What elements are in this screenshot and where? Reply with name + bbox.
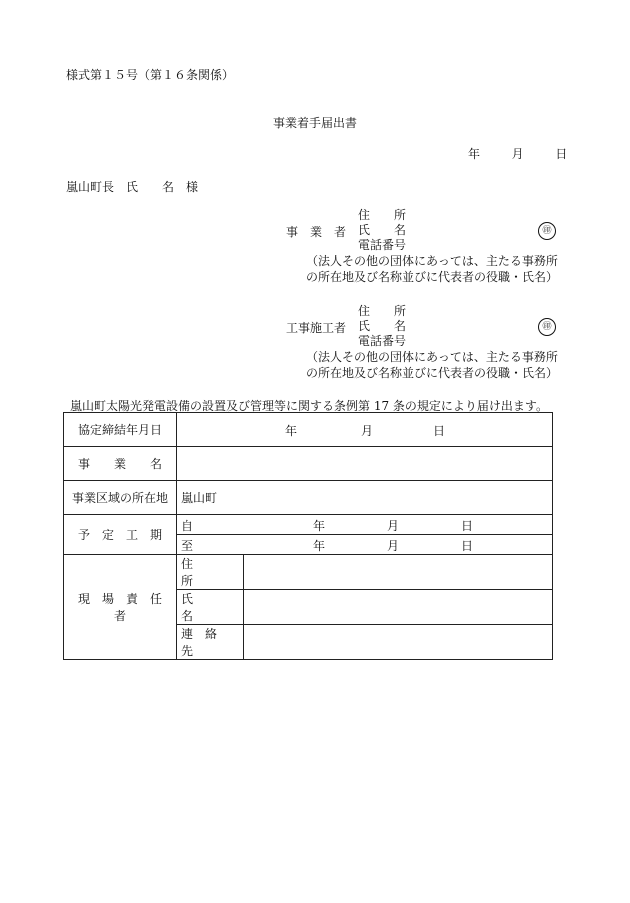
business-operator-fields — [358, 208, 406, 253]
manager-address-field[interactable] — [244, 555, 553, 590]
table-row — [64, 555, 553, 590]
form-number: 様式第１５号（第１６条関係） — [66, 68, 235, 82]
business-name-label: 事 業 名 — [64, 447, 177, 481]
address-label: 住 所 — [358, 208, 407, 222]
note-line: の所在地及び名称並びに代表者の役職・氏名） — [306, 366, 559, 380]
phone-label: 電話番号 — [358, 238, 407, 252]
phone-label: 電話番号 — [358, 334, 407, 348]
date-year: 年 — [468, 147, 481, 161]
manager-contact-label: 連 絡 先 — [177, 625, 244, 660]
contractor-note — [306, 349, 558, 381]
agreement-date-label: 協定締結年月日 — [64, 413, 177, 447]
location-field[interactable]: 嵐山町 — [177, 481, 553, 515]
table-row — [64, 413, 553, 447]
table-row — [64, 481, 553, 515]
table-row — [64, 515, 553, 535]
address-label: 住 所 — [358, 304, 407, 318]
contractor-label: 工事施工者 — [286, 321, 347, 335]
location-label: 事業区域の所在地 — [64, 481, 177, 515]
date-day: 日 — [555, 147, 568, 161]
note-line: （法人その他の団体にあっては、主たる事務所 — [306, 254, 558, 268]
document-title: 事業着手届出書 — [272, 116, 357, 130]
addressee: 嵐山町長 氏 名 様 — [66, 180, 199, 194]
site-manager-label: 現 場 責 任 者 — [64, 555, 177, 660]
period-to-field[interactable]: 至 年 月 日 — [177, 535, 553, 555]
name-label: 氏 名 — [358, 319, 407, 333]
declaration-text: 嵐山町太陽光発電設備の設置及び管理等に関する条例第 17 条の規定により届け出ます。 — [70, 399, 548, 413]
note-line: の所在地及び名称並びに代表者の役職・氏名） — [306, 270, 559, 284]
seal-mark: ㊞ — [538, 318, 556, 336]
manager-name-field[interactable] — [244, 590, 553, 625]
agreement-date-field[interactable]: 年 月 日 — [177, 413, 553, 447]
table-row — [64, 447, 553, 481]
seal-mark: ㊞ — [538, 222, 556, 240]
manager-contact-field[interactable] — [244, 625, 553, 660]
period-label: 予 定 工 期 — [64, 515, 177, 555]
period-from-field[interactable]: 自 年 月 日 — [177, 515, 553, 535]
date-month: 月 — [511, 147, 524, 161]
submission-date — [468, 145, 567, 162]
business-operator-label: 事 業 者 — [286, 225, 347, 239]
business-name-field[interactable] — [177, 447, 553, 481]
note-line: （法人その他の団体にあっては、主たる事務所 — [306, 350, 558, 364]
manager-address-label: 住 所 — [177, 555, 244, 590]
notification-form-table — [63, 412, 553, 660]
contractor-fields — [358, 304, 406, 349]
business-operator-note — [306, 253, 558, 285]
name-label: 氏 名 — [358, 223, 407, 237]
manager-name-label: 氏 名 — [177, 590, 244, 625]
